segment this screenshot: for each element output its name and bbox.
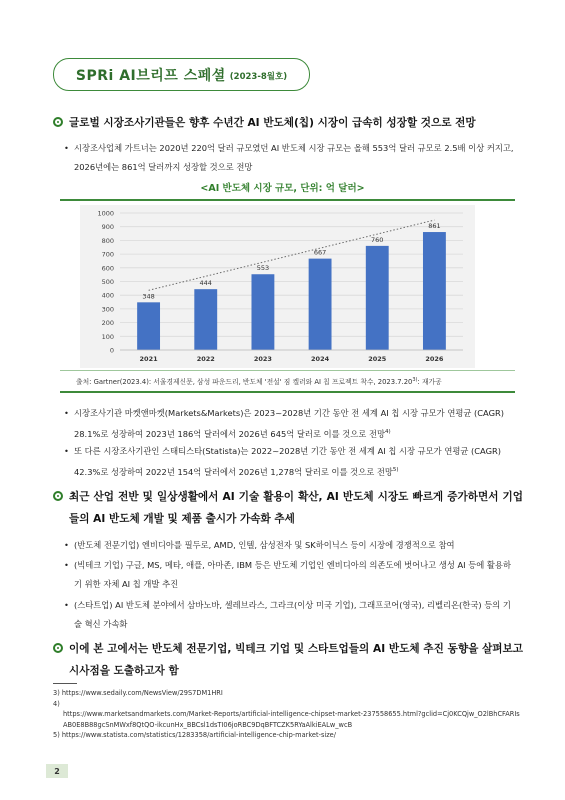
footnote-4: 4) — [53, 699, 60, 708]
y-tick-label: 0 — [109, 346, 114, 355]
bullet-bigtech: • (빅테크 기업) 구글, MS, 메타, 애플, 아마존, IBM 등은 반도체 기업인 엔비디아의 의존도에 벗어나고 생성 AI 등에 활용하기 위한 자체 AI 칩 개발 추진 — [64, 560, 511, 589]
bar — [309, 259, 332, 350]
footnotes — [53, 688, 523, 741]
bar — [194, 289, 217, 350]
bar-chart — [80, 205, 475, 368]
report-title: SPRi AI브리프 스페셜 — [75, 67, 226, 84]
bar-chart-svg — [80, 205, 475, 368]
bar — [423, 232, 446, 350]
x-tick-label: 2026 — [425, 355, 444, 363]
circle-bullet-icon — [53, 117, 63, 127]
y-tick-label: 100 — [101, 332, 114, 341]
data-label: 760 — [371, 235, 384, 244]
footnote-rule — [53, 683, 77, 684]
y-tick-label: 800 — [101, 236, 114, 245]
footnote-5: 5) https://www.statista.com/statistics/1283358/artificial-intelligence-chip-market-size/ — [53, 731, 336, 739]
x-tick-label: 2025 — [368, 355, 387, 363]
section-heading-1: 글로벌 시장조사기관들은 향후 수년간 AI 반도체(칩) 시장이 급속히 성장할 것으로 전망 — [53, 112, 523, 134]
bullet-gartner: • 시장조사업체 가트너는 2020년 220억 달러 규모였던 AI 반도체 시장 규모는 올해 553억 달러 규모로 2.5배 이상 커지고, 2026년에는 861억 달러까지 성장할 것으로 전망 — [64, 143, 514, 172]
footnote-4-url: https://www.marketsandmarkets.com/Market-Reports/artificial-intelligence-chipset-market-237558655.html?gclid=Cj0KCQjw_O2lBhCFARIsAB0E8B88gcSnMWxf8QtQO-ikcunHx_BBCsl1dsTI06joRBC9DqBFTCZK5RYaAlkiEALw_wcB — [63, 710, 520, 729]
bullet-marketsandmarkets: • 시장조사기관 마켓앤마켓(Markets&Markets)은 2023~2028년 기간 동안 전 세계 AI 칩 시장 규모가 연평균 (CAGR) 28.1%로 성장하여 2023년 186억 달러에서 2026년 645억 달러로 이를 것으로 전망$^{4)}$ — [64, 408, 505, 439]
section-heading-2: 최근 산업 전반 및 일상생활에서 AI 기술 활용이 확산, AI 반도체 시장도 빠르게 증가하면서 기업들의 AI 반도체 개발 및 제품 출시가 가속화 추세 — [53, 486, 523, 530]
bar — [366, 246, 389, 350]
section-heading-3: 이에 본 고에서는 반도체 전문기업, 빅테크 기업 및 스타트업들의 AI 반도체 추진 동향을 살펴보고 시사점을 도출하고자 함 — [53, 638, 523, 682]
report-date: (2023-8월호) — [229, 71, 288, 82]
data-label: 667 — [313, 248, 327, 257]
report-title-box — [53, 58, 310, 91]
y-tick-label: 200 — [101, 319, 114, 328]
data-label: 348 — [142, 292, 155, 301]
circle-bullet-icon — [53, 491, 63, 501]
bar — [137, 302, 160, 350]
data-label: 553 — [256, 264, 270, 273]
circle-bullet-icon — [53, 643, 63, 653]
bullet-semiconductor-firms: • (반도체 전문기업) 엔비디아를 필두로, AMD, 인텔, 삼성전자 및 SK하이닉스 등이 시장에 경쟁적으로 참여 — [64, 540, 455, 550]
y-tick-label: 900 — [101, 223, 114, 232]
page-number: 2 — [46, 764, 68, 778]
data-label: 444 — [199, 279, 212, 288]
y-tick-label: 400 — [101, 291, 114, 300]
x-tick-label: 2023 — [253, 355, 272, 363]
chart-source: 출처: Gartner(2023.4): 서울경제신문, 삼성 파운드리, 반도체 '전설' 짐 켈러와 AI 칩 프로젝트 착수, 2023.7.20$^{3)}$: 재가공 — [76, 377, 442, 386]
y-tick-label: 700 — [101, 250, 114, 259]
y-tick-label: 300 — [101, 305, 114, 314]
source-bottom-rule — [60, 391, 515, 393]
x-tick-label: 2022 — [196, 355, 215, 363]
footnote-3: 3) https://www.sedaily.com/NewsView/29S7DM1HRI — [53, 689, 223, 697]
bullet-statista: • 또 다른 시장조사기관인 스태티스타(Statista)는 2022~2028년 기간 동안 전 세계 AI 칩 시장 규모가 연평균 (CAGR) 42.3%로 성장하여 2022년 154억 달러에서 2026년 1,278억 달러로 이를 것으로 전망$^{5)}$ — [64, 446, 502, 477]
y-tick-label: 600 — [101, 264, 114, 273]
bullet-startups: • (스타트업) AI 반도체 분야에서 삼바노바, 셀레브라스, 그라크(이상 미국 기업), 그래프코어(영국), 리벨리온(한국) 등의 기술 혁신 가속화 — [64, 600, 511, 629]
y-tick-label: 500 — [101, 278, 114, 286]
trend-line — [149, 220, 435, 290]
chart-top-rule — [60, 199, 515, 201]
chart-bottom-rule — [60, 370, 515, 371]
chart-title: <AI 반도체 시장 규모, 단위: 억 달러> — [200, 183, 365, 194]
bar — [251, 274, 274, 350]
x-tick-label: 2024 — [311, 355, 330, 363]
y-tick-label: 1000 — [97, 209, 114, 218]
x-tick-label: 2021 — [139, 355, 158, 363]
data-label: 861 — [428, 222, 441, 231]
